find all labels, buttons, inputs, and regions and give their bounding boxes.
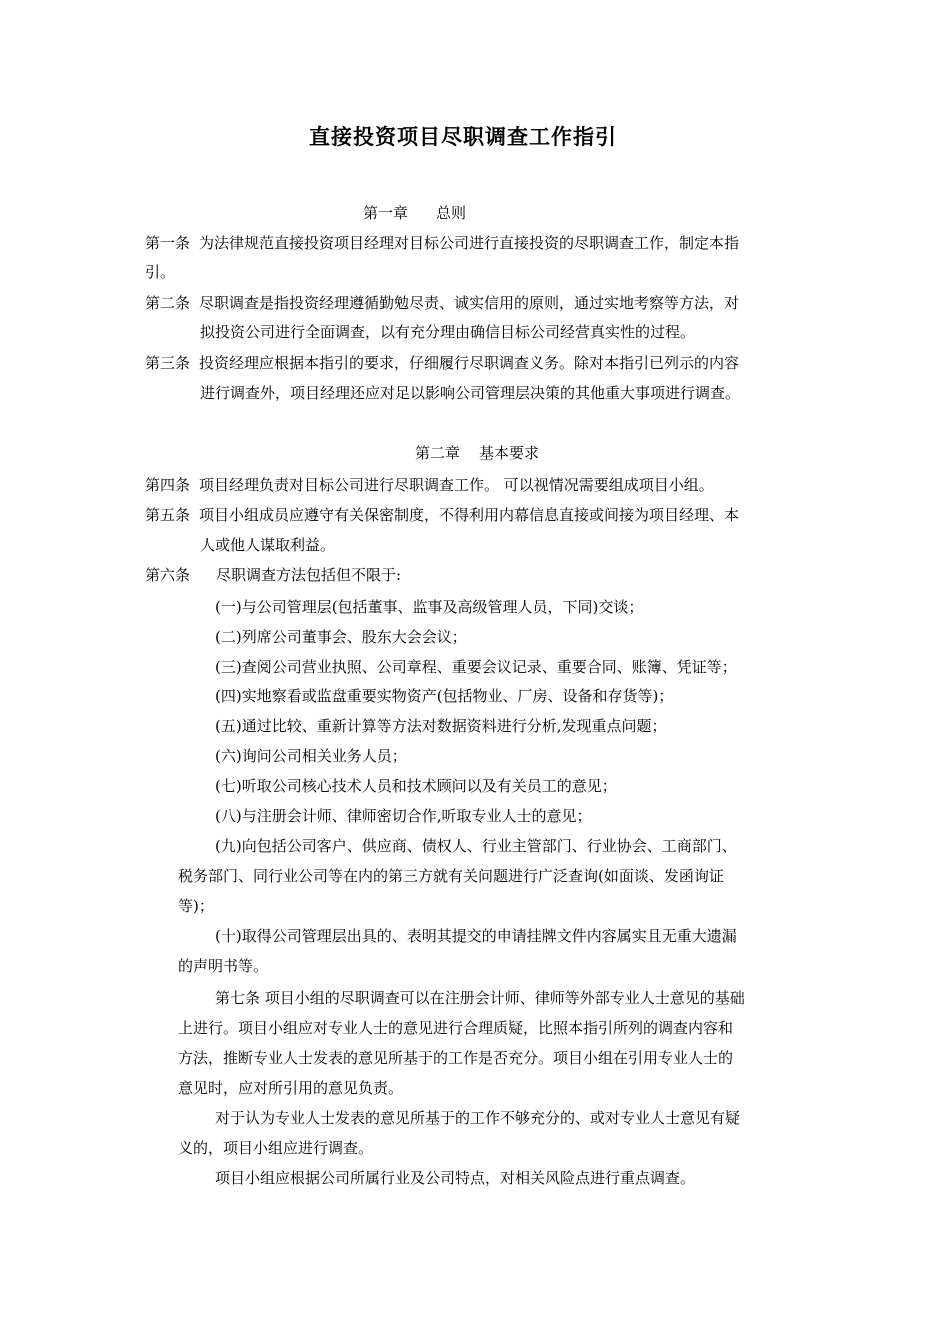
list-item-5: (五)通过比较、重新计算等方法对数据资料进行分析,发现重点问题； [215,717,667,735]
chapter-1-heading [363,203,466,223]
article-label: 第五条 [145,506,191,524]
article-text: 项目小组成员应遵守有关保密制度，不得利用内幕信息直接或间接为项目经理、本 [199,506,740,524]
list-item-8: (八)与注册会计师、律师密切合作,听取专业人士的意见； [215,807,592,825]
article-label: 第四条 [145,476,191,494]
article-label: 第二条 [145,294,191,312]
article-5 [145,505,739,525]
list-item-7: (七)听取公司核心技术人员和技术顾问以及有关员工的意见； [215,777,617,795]
article-3-cont: 进行调查外，项目经理还应对足以影响公司管理层决策的其他重大事项进行调查。 [200,384,741,402]
article-2 [145,293,739,313]
paragraph: 对于认为专业人士发表的意见所基于的工作不够充分的、或对专业人士意见有疑 [215,1109,741,1127]
article-5-cont: 人或他人谋取利益。 [200,536,336,554]
article-text: 尽职调查是指投资经理遵循勤勉尽责、诚实信用的原则，通过实地考察等方法，对 [199,294,740,312]
article-2-cont: 拟投资公司进行全面调查，以有充分理由确信目标公司经营真实性的过程。 [200,323,696,341]
list-item-6: (六)询问公司相关业务人员； [215,747,407,765]
chapter-name: 基本要求 [479,444,540,462]
chapter-number: 第二章 [415,444,461,462]
page-title: 直接投资项目尽职调查工作指引 [309,124,617,149]
article-text: 为法律规范直接投资项目经理对目标公司进行直接投资的尽职调查工作，制定本指 [199,234,740,252]
article-4 [145,475,714,495]
article-1 [145,233,739,253]
list-item-10-cont: 的声明书等。 [178,957,269,975]
list-item-9: (九)向包括公司客户、供应商、债权人、行业主管部门、行业协会、工商部门、 [215,837,737,855]
article-label: 第三条 [145,354,191,372]
paragraph: 项目小组应根据公司所属行业及公司特点，对相关风险点进行重点调查。 [215,1169,696,1187]
article-text: 项目经理负责对目标公司进行尽职调查工作。 可以视情况需要组成项目小组。 [199,476,714,494]
article-text: 投资经理应根据本指引的要求，仔细履行尽职调查义务。除对本指引已列示的内容 [199,354,740,372]
chapter-number: 第一章 [363,204,409,222]
article-7-cont: 上进行。项目小组应对专业人士的意见进行合理质疑，比照本指引所列的调查内容和 [178,1019,734,1037]
article-7-cont: 意见时，应对所引用的意见负责。 [178,1079,404,1097]
article-label: 第一条 [145,234,191,252]
list-item-1: (一)与公司管理层(包括董事、监事及高级管理人员，下同)交谈； [215,598,644,616]
chapter-2-heading [415,443,539,463]
article-6 [145,565,401,585]
paragraph-cont: 义的，项目小组应进行调查。 [178,1139,374,1157]
list-item-2: (二)列席公司董事会、股东大会会议； [215,628,467,646]
article-7-cont: 方法，推断专业人士发表的意见所基于的工作是否充分。项目小组在引用专业人士的 [178,1049,734,1067]
article-3 [145,353,739,373]
article-label: 第六条 [145,566,191,584]
list-item-4: (四)实地察看或监盘重要实物资产(包括物业、厂房、设备和存货等)； [215,687,674,705]
article-text: 尽职调查方法包括但不限于: [216,566,402,584]
article-7: 第七条 项目小组的尽职调查可以在注册会计师、律师等外部专业人士意见的基础 [215,989,745,1007]
list-item-3: (三)查阅公司营业执照、公司章程、重要会议记录、重要合同、账簿、凭证等； [215,658,737,676]
list-item-9-cont: 税务部门、同行业公司等在内的第三方就有关问题进行广泛查询(如面谈、发函询证 [178,867,724,885]
article-1-cont: 引。 [145,263,176,281]
list-item-9-cont: 等)； [178,897,214,915]
chapter-name: 总则 [436,204,467,222]
list-item-10: (十)取得公司管理层出具的、表明其提交的申请挂牌文件内容属实且无重大遗漏 [215,927,737,945]
